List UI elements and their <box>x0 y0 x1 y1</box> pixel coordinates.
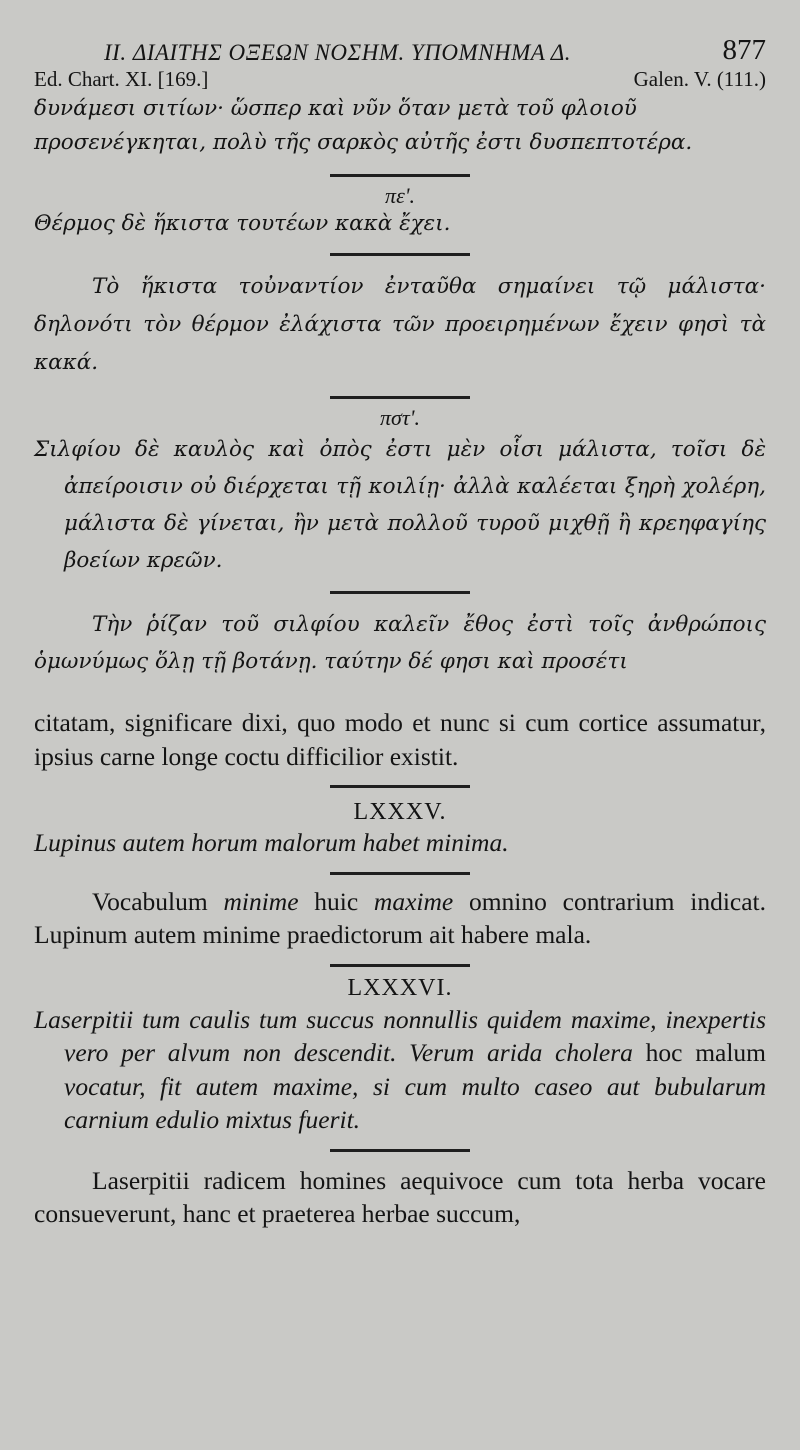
latin-aphorism: Lupinus autem horum malorum habet minima. <box>34 828 509 857</box>
greek-paragraph-continued: δυνάμεσι σιτίων· ὥσπερ καὶ νῦν ὅταν μετὰ τοῦ φλοιοῦ προσενέγκηται, πολὺ τῆς σαρκὸς αὐτῆς ἐστι δυσπεπτοτέρα. <box>34 96 693 155</box>
section-rule <box>330 964 470 967</box>
latin-commentary: Laserpitii radicem homines aequivoce cum tota herba vocare consueverunt, hanc et praeterea herbae succum, <box>34 1165 766 1228</box>
latin-paragraph-continued: citatam, significare dixi, quo modo et nunc si cum cortice assumatur, ipsius carne longe coctu difficilior existit. <box>34 708 766 771</box>
running-head: II. ΔΙΑΙΤΗΣ ΟΞΕΩΝ ΝΟΣΗΜ. ΥΠΟΜΝΗΜΑ Δ. <box>104 40 571 65</box>
page-header <box>34 34 766 64</box>
edition-right: Galen. V. (111.) <box>633 67 766 91</box>
section-rule <box>330 174 470 177</box>
section-rule <box>330 785 470 788</box>
latin-section-number: LXXXVI. <box>347 974 453 1001</box>
latin-section-number: LXXXV. <box>353 799 447 825</box>
greek-aphorism: Σιλφίου δὲ καυλὸς καὶ ὀπὸς ἐστι μὲν οἷσι μάλιστα, τοῖσι δὲ ἀπείροισιν οὐ διέρχεται τῇ κοιλίῃ· ἀλλὰ καλέεται ξηρὴ χολέρη, μάλιστα δὲ γίνεται, ἢν μετὰ πολλοῦ τυροῦ μιχθῇ ἢ κρεηφαγίης βοείων κρεῶν. <box>34 437 766 573</box>
section-rule <box>330 396 470 399</box>
greek-aphorism: Θέρμος δὲ ἥκιστα τουτέων κακὰ ἔχει. <box>34 211 451 236</box>
greek-commentary: Τὸ ἥκιστα τοὐναντίον ἐνταῦθα σημαίνει τῷ μάλιστα· δηλονότι τὸν θέρμον ἐλάχιστα τῶν προειρημένων ἔχειν φησὶ τὰ κακά. <box>34 274 766 375</box>
page-number: 877 <box>722 34 766 66</box>
greek-section-number: πε'. <box>385 183 415 208</box>
greek-commentary: Τὴν ῥίζαν τοῦ σιλφίου καλεῖν ἔθος ἐστὶ τοῖς ἀνθρώποις ὁμωνύμως ὅλῃ τῇ βοτάνῃ. ταύτην δέ φησι καὶ προσέτι <box>34 612 766 674</box>
edition-left: Ed. Chart. XI. [169.] <box>34 67 209 91</box>
latin-aphorism: Laserpitii tum caulis tum succus nonnullis quidem maxime, inexpertis vero per alvum non descendit. Verum arida cholera hoc malum vocatur, fit autem maxime, si cum multo caseo aut bubularum carnium edulio mixtus fuerit. <box>34 1004 767 1134</box>
greek-section-number: πστ'. <box>380 405 420 430</box>
edition-line <box>34 66 766 92</box>
latin-commentary: Vocabulum minime huic maxime omnino contrarium indicat. Lupinum autem minime praedictorum ait habere mala. <box>34 886 767 949</box>
